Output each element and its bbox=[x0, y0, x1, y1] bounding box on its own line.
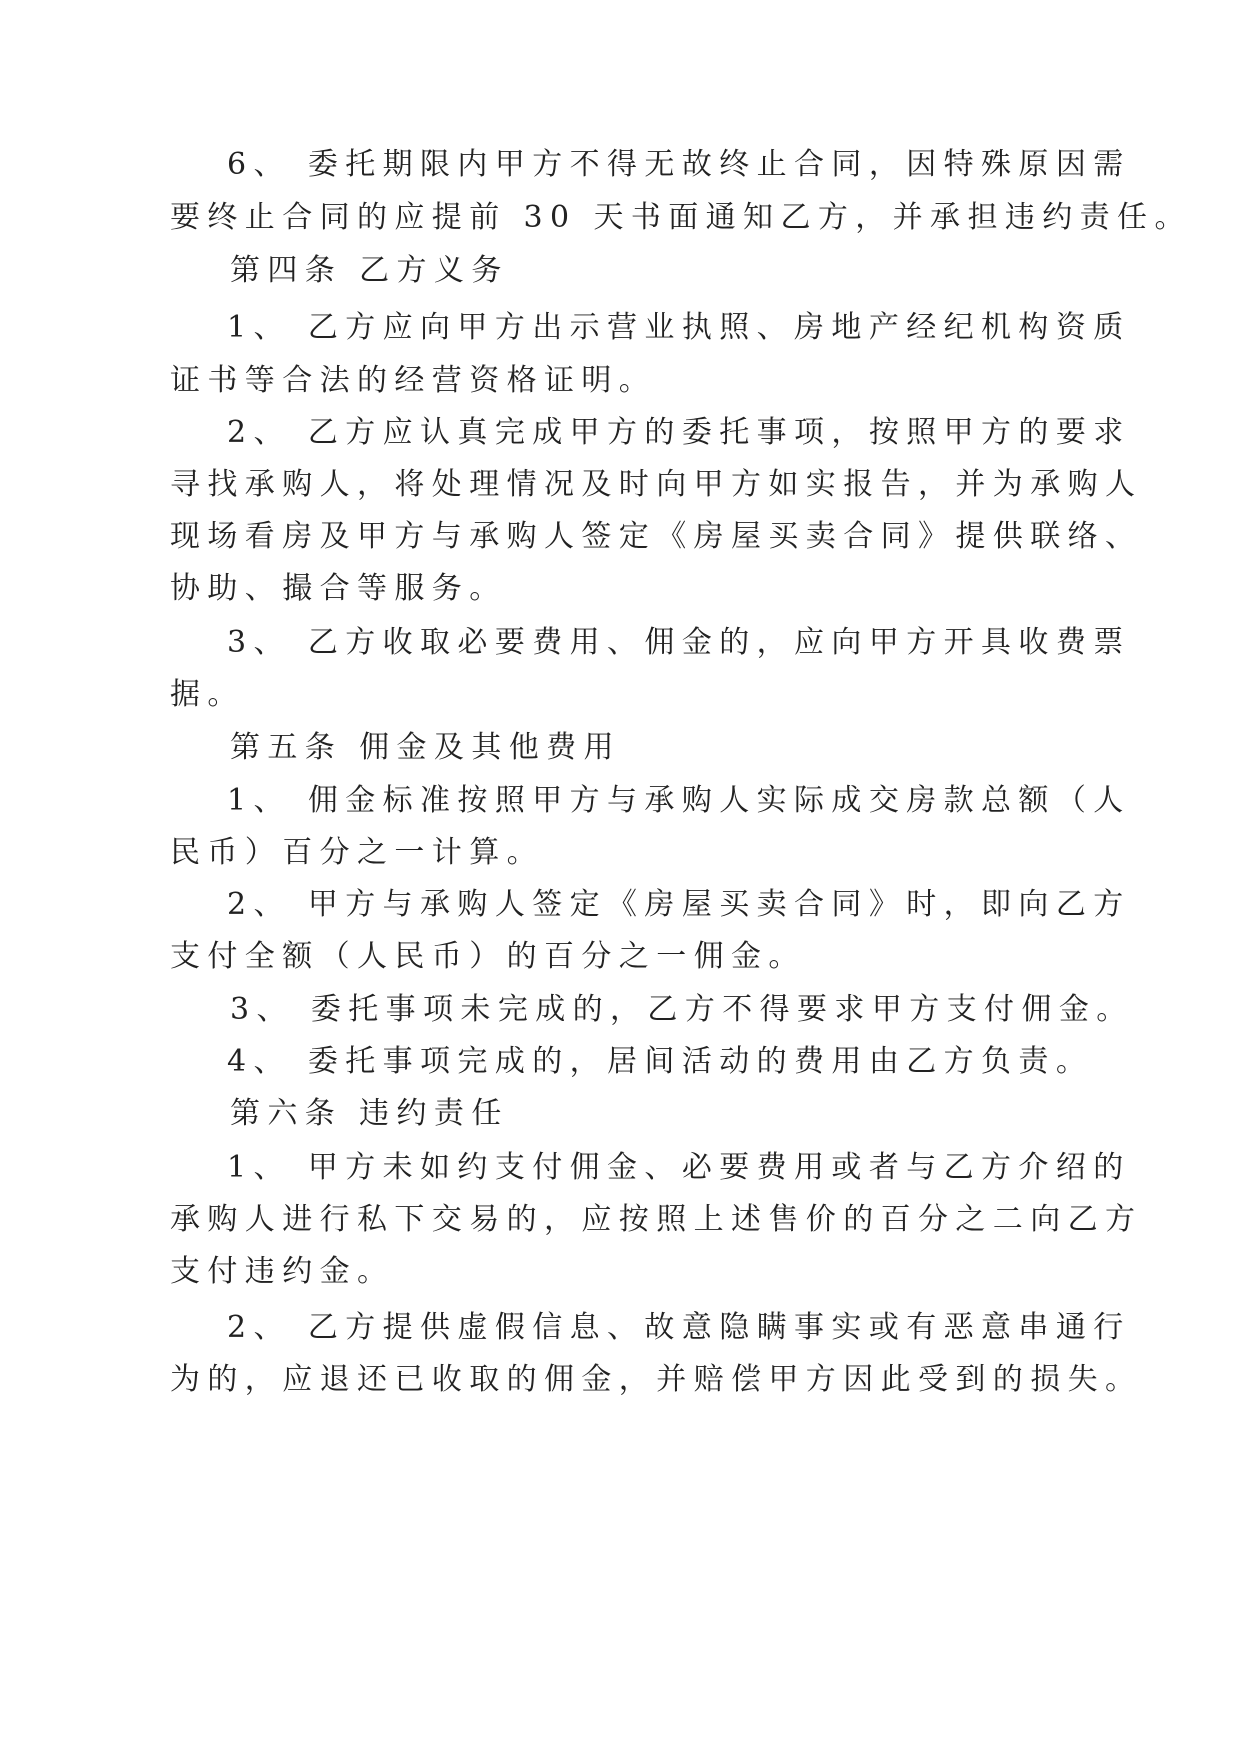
article-6-heading: 第六条 违约责任 bbox=[230, 1096, 509, 1131]
article-4-clause-3-line-1: 3、 乙方收取必要费用、佣金的，应向甲方开具收费票 bbox=[227, 625, 1131, 660]
article-6-clause-1-line-1: 1、 甲方未如约支付佣金、必要费用或者与乙方介绍的 bbox=[227, 1150, 1131, 1185]
article-4-clause-1-line-1: 1、 乙方应向甲方出示营业执照、房地产经纪机构资质 bbox=[227, 310, 1131, 345]
article-6-clause-1-line-2: 承购人进行私下交易的，应按照上述售价的百分之二向乙方 bbox=[170, 1202, 1143, 1237]
clause-4-6-line-1: 6、 委托期限内甲方不得无故终止合同，因特殊原因需 bbox=[227, 147, 1131, 182]
article-4-clause-2-line-3: 现场看房及甲方与承购人签定《房屋买卖合同》提供联络、 bbox=[170, 519, 1143, 554]
article-6-clause-2-line-1: 2、 乙方提供虚假信息、故意隐瞒事实或有恶意串通行 bbox=[227, 1310, 1131, 1345]
clause-4-6-line-2: 要终止合同的应提前 30 天书面通知乙方，并承担违约责任。 bbox=[170, 200, 1192, 235]
article-6-clause-2-line-2: 为的，应退还已收取的佣金，并赔偿甲方因此受到的损失。 bbox=[170, 1362, 1143, 1397]
article-5-clause-1-line-2: 民币）百分之一计算。 bbox=[170, 835, 544, 870]
article-6-clause-1-line-3: 支付违约金。 bbox=[170, 1254, 395, 1289]
article-4-clause-3-line-2: 据。 bbox=[170, 677, 245, 712]
article-4-heading: 第四条 乙方义务 bbox=[230, 253, 509, 288]
article-5-clause-2-line-2: 支付全额（人民币）的百分之一佣金。 bbox=[170, 939, 806, 974]
article-5-clause-4: 4、 委托事项完成的，居间活动的费用由乙方负责。 bbox=[227, 1044, 1094, 1079]
article-5-clause-2-line-1: 2、 甲方与承购人签定《房屋买卖合同》时，即向乙方 bbox=[227, 887, 1131, 922]
article-5-heading: 第五条 佣金及其他费用 bbox=[230, 730, 621, 765]
article-4-clause-2-line-4: 协助、撮合等服务。 bbox=[170, 571, 507, 606]
article-4-clause-2-line-2: 寻找承购人，将处理情况及时向甲方如实报告，并为承购人 bbox=[170, 467, 1143, 502]
article-4-clause-2-line-1: 2、 乙方应认真完成甲方的委托事项，按照甲方的要求 bbox=[227, 415, 1131, 450]
article-5-clause-3: 3、 委托事项未完成的，乙方不得要求甲方支付佣金。 bbox=[230, 992, 1134, 1027]
article-5-clause-1-line-1: 1、 佣金标准按照甲方与承购人实际成交房款总额（人 bbox=[227, 783, 1131, 818]
article-4-clause-1-line-2: 证书等合法的经营资格证明。 bbox=[170, 363, 657, 398]
